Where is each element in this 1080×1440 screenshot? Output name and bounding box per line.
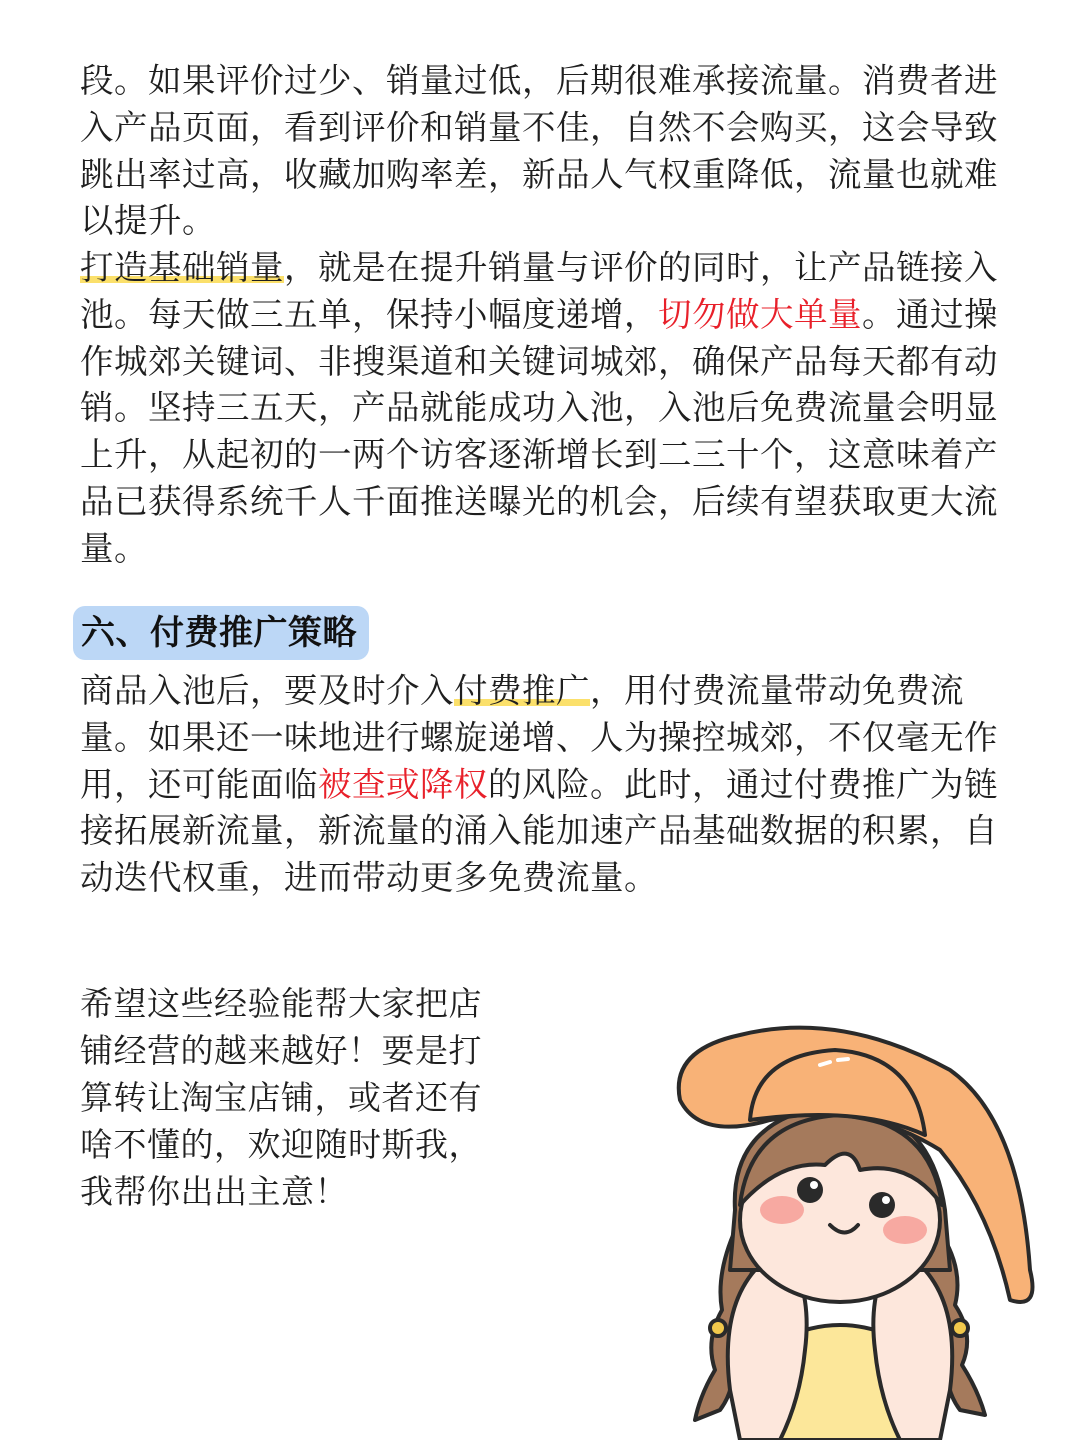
section-title-paid-promotion: 六、付费推广策略 (73, 606, 369, 660)
left-hair-tie (710, 1320, 726, 1336)
paragraph-text: ，用付费流量带动免费流量。如果还一味地进行螺旋递增、人为操控城郊，不仅毫无作用，还可能面临 (80, 671, 998, 804)
paragraph-text: ，就是在提升销量与评价的同时，让产品链接入池。每天做三五单，保持小幅度递增， (80, 248, 998, 334)
highlight-paid-promotion: 付费推广 (454, 671, 590, 710)
paragraph-paid-promotion (80, 668, 1010, 902)
paragraph-basic-sales (80, 245, 1010, 573)
closing-message (80, 980, 510, 1215)
paragraph-text: 段。如果评价过少、销量过低，后期很难承接流量。消费者进入产品页面，看到评价和销量不佳，自然不会购买，这会导致跳出率过高，收藏加购率差，新品人气权重降低，流量也就难以提升。 (80, 61, 998, 241)
paragraph-text: 商品入池后，要及时介入 (80, 671, 454, 710)
closing-line: 我帮你出出主意！ (80, 1172, 348, 1211)
closing-line: 铺经营的越来越好！要是打 (80, 1031, 482, 1070)
right-eye (869, 1192, 895, 1218)
girl-with-sun-hat-illustration (660, 1010, 1040, 1440)
right-blush (883, 1216, 927, 1244)
warning-text: 被查或降权 (318, 764, 488, 804)
closing-line: 算转让淘宝店铺，或者还有 (80, 1078, 482, 1117)
warning-text: 切勿做大单量 (658, 294, 862, 334)
paragraph-sales-impact (80, 58, 1010, 245)
left-eye (797, 1177, 823, 1203)
paragraph-text: 。通过操作城郊关键词、非搜渠道和关键词城郊，确保产品每天都有动销。坚持三五天，产品就能成功入池，入池后免费流量会明显上升，从起初的一两个访客逐渐增长到二三十个，这意味着产品已获得系统千人千面推送曝光的机会，后续有望获取更大流量。 (80, 294, 998, 568)
paragraph-text: 的风险。此时，通过付费推广为链接拓展新流量，新流量的涌入能加速产品基础数据的积累，自动迭代权重，进而带动更多免费流量。 (80, 764, 998, 898)
left-blush (760, 1196, 804, 1224)
highlight-basic-sales: 打造基础销量 (80, 248, 284, 287)
right-hair-tie (952, 1320, 968, 1336)
closing-line: 希望这些经验能帮大家把店 (80, 984, 482, 1023)
closing-line: 啥不懂的，欢迎随时斯我， (80, 1125, 482, 1164)
